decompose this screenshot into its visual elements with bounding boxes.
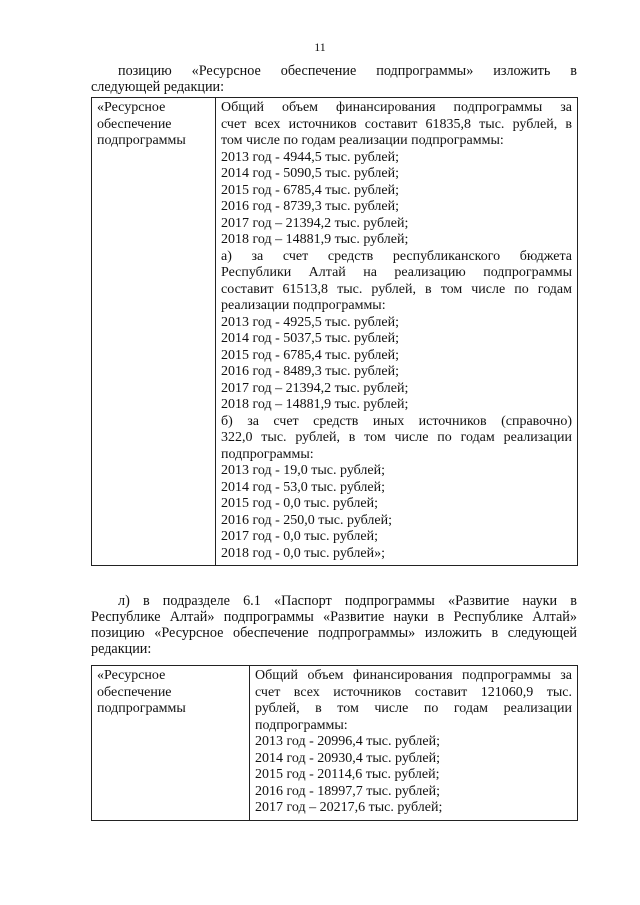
content-line: 2014 год - 20930,4 тыс. рублей; — [255, 750, 441, 766]
intro-line: позицию «Ресурсное обеспечение подпрограммы» изложить в — [118, 63, 577, 79]
page-number: 11 — [314, 40, 326, 54]
content-line: рублей, в том числе по годам реализации — [255, 701, 572, 716]
content-line: подпрограммы: — [255, 717, 348, 733]
content-line: том числе по годам реализации подпрограммы: — [221, 133, 504, 148]
content-line: 2016 год - 250,0 тыс. рублей; — [221, 512, 393, 528]
content-line: 2016 год - 18997,7 тыс. рублей; — [255, 783, 441, 799]
row-content — [250, 666, 578, 821]
content-line: подпрограммы: — [221, 446, 314, 462]
intro-line: следующей редакции: — [91, 79, 225, 95]
amend-line: позицию «Ресурсное обеспечение подпрограммы» изложить в следующей — [91, 625, 577, 641]
content-line: реализации подпрограммы: — [221, 298, 386, 313]
content-line: 2017 год – 21394,2 тыс. рублей; — [221, 380, 409, 396]
content-line: счет всех источников составит 61835,8 тыс. рублей, в — [221, 116, 572, 132]
label-line: подпрограммы — [97, 701, 186, 716]
content-line: составит 61513,8 тыс. рублей, в том числе по годам — [221, 281, 572, 297]
content-line: 2014 год - 5090,5 тыс. рублей; — [221, 166, 400, 181]
content-line: Республики Алтай на реализацию подпрограммы — [221, 265, 572, 280]
table-row — [92, 666, 578, 821]
amend-line: Республике Алтай» подпрограммы «Развитие науки в Республике Алтай» — [91, 609, 577, 625]
table-row — [92, 98, 578, 566]
content-line: 322,0 тыс. рублей, в том числе по годам реализации — [221, 430, 572, 445]
amend-line: л) в подразделе 6.1 «Паспорт подпрограммы «Развитие науки в — [118, 593, 577, 609]
amend-paragraph — [91, 593, 577, 657]
content-line: 2017 год – 21394,2 тыс. рублей; — [221, 215, 409, 231]
row-label — [92, 98, 216, 566]
content-line: 2015 год - 6785,4 тыс. рублей; — [221, 182, 400, 198]
row-label — [92, 666, 250, 821]
content-line: счет всех источников составит 121060,9 тыс. — [255, 684, 572, 700]
resource-table-2 — [91, 665, 578, 821]
content-line: 2015 год - 6785,4 тыс. рублей; — [221, 347, 400, 363]
content-line: 2013 год - 19,0 тыс. рублей; — [221, 463, 386, 478]
content-line: 2016 год - 8739,3 тыс. рублей; — [221, 199, 400, 214]
intro-paragraph — [91, 63, 577, 95]
row-content — [216, 98, 578, 566]
content-line: 2018 год – 14881,9 тыс. рублей; — [221, 397, 409, 412]
content-line: 2017 год - 0,0 тыс. рублей; — [221, 529, 379, 544]
content-line: а) за счет средств республиканского бюджета — [221, 248, 572, 264]
resource-table-1 — [91, 97, 578, 566]
label-line: подпрограммы — [97, 133, 186, 148]
content-line: 2013 год - 4944,5 тыс. рублей; — [221, 149, 400, 165]
content-line: 2017 год – 20217,6 тыс. рублей; — [255, 800, 443, 815]
label-line: обеспечение — [97, 684, 172, 700]
content-line: 2013 год - 4925,5 тыс. рублей; — [221, 314, 400, 330]
content-line: Общий объем финансирования подпрограммы за — [255, 668, 572, 683]
amend-line: редакции: — [91, 641, 152, 657]
content-line: Общий объем финансирования подпрограммы за — [221, 100, 572, 115]
content-line: б) за счет средств иных источников (справочно) — [221, 413, 572, 429]
label-line: «Ресурсное — [97, 100, 166, 115]
label-line: обеспечение — [97, 116, 172, 132]
content-line: 2016 год - 8489,3 тыс. рублей; — [221, 364, 400, 379]
content-line: 2014 год - 5037,5 тыс. рублей; — [221, 331, 400, 346]
content-line: 2013 год - 20996,4 тыс. рублей; — [255, 734, 441, 749]
content-line: 2018 год - 0,0 тыс. рублей»; — [221, 545, 386, 561]
content-line: 2015 год - 0,0 тыс. рублей; — [221, 496, 379, 511]
content-line: 2018 год – 14881,9 тыс. рублей; — [221, 232, 409, 247]
content-line: 2015 год - 20114,6 тыс. рублей; — [255, 767, 440, 782]
content-line: 2014 год - 53,0 тыс. рублей; — [221, 479, 386, 495]
label-line: «Ресурсное — [97, 668, 166, 683]
